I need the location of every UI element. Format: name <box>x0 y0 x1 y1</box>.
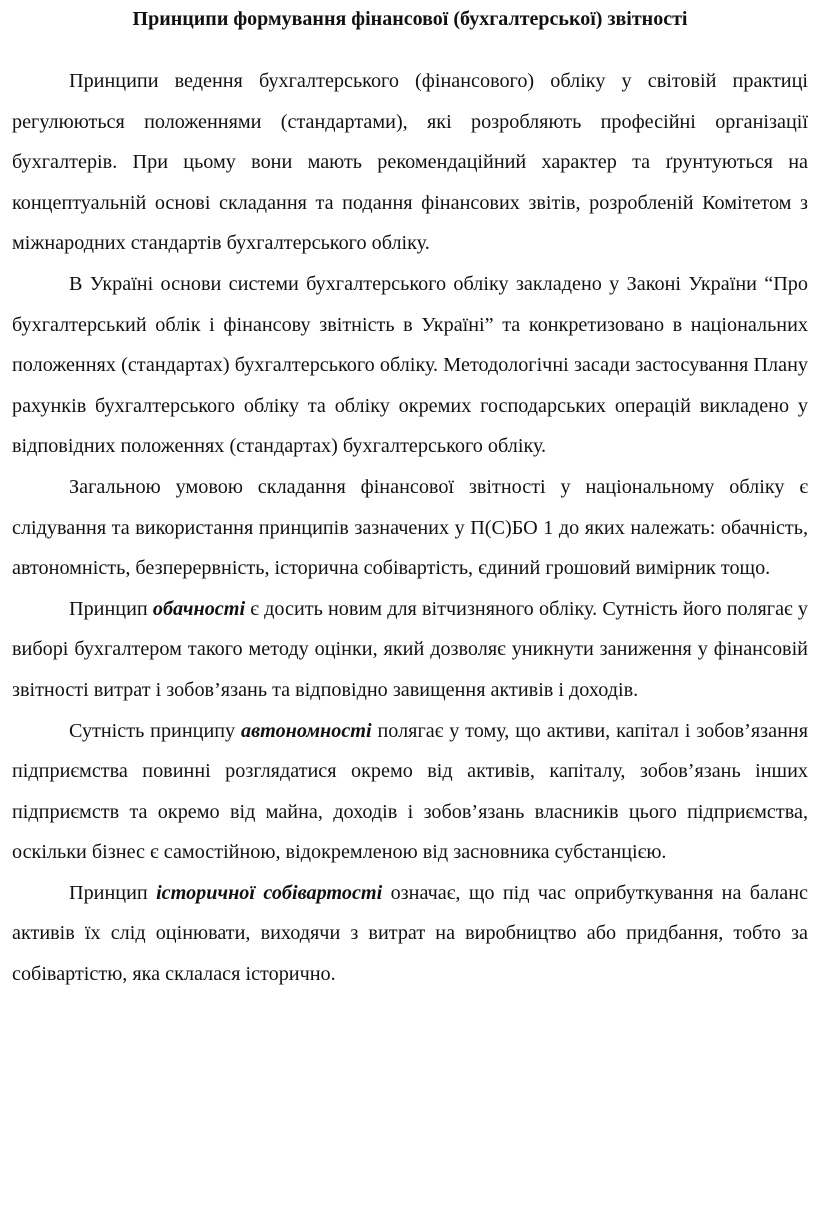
paragraph-text: Сутність принципу <box>69 719 242 742</box>
paragraph-prudence-principle <box>12 589 808 711</box>
paragraph-text: означає, що під час оприбуткування на баланс активів їх слід оцінювати, виходячи з витрат на виробництво або придбання, тобто за собівартістю, яка склалася історично. <box>12 881 808 986</box>
paragraph-general-condition: Загальною умовою складання фінансової звітності у національному обліку є слідування та використання принципів зазначених у П(С)БО 1 до яких належать: обачність, автономність, безперервність, історична собівартість, єдиний грошовий вимірник тощо. <box>12 475 808 580</box>
paragraph-accounting-principles: Принципи ведення бухгалтерського (фінансового) обліку у світовій практиці регулюються положеннями (стандартами), які розробляють професійні організації бухгалтерів. При цьому вони мають рекомендаційний характер та ґрунтуються на концептуальній основі складання та подання фінансових звітів, розробленій Комітетом з міжнародних стандартів бухгалтерського обліку. <box>12 70 808 255</box>
paragraph-ukraine-law: В Україні основи системи бухгалтерського обліку закладено у Законі України “Про бухгалтерський облік і фінансову звітність в Україні” та конкретизовано в національних положеннях (стандартах) бухгалтерського обліку. Методологічні засади застосування Плану рахунків бухгалтерського обліку та обліку окремих господарських операцій викладено у відповідних положеннях (стандартах) бухгалтерського обліку. <box>12 272 808 458</box>
paragraph-text: Принцип <box>69 881 157 904</box>
term-autonomy: автономності <box>241 719 372 742</box>
term-prudence: обачності <box>152 597 246 620</box>
paragraph-historical-cost-principle <box>12 873 808 995</box>
paragraph-autonomy-principle <box>12 711 808 873</box>
paragraph-text: є досить новим для вітчизняного обліку. Сутність його полягає у виборі бухгалтером такого методу оцінки, який дозволяє уникнути заниження у фінансовій звітності витрат і зобов’язань та відповідно завищення активів і доходів. <box>12 597 808 701</box>
paragraph-text: полягає у тому, що активи, капітал і зобов’язання підприємства повинні розглядатися окремо від активів, капіталу, зобов’язань інших підприємств та окремо від майна, доходів і зобов’язань власників цього підприємства, оскільки бізнес є самостійною, відокремленою від засновника субстанцією. <box>12 719 808 864</box>
term-historical-cost: історичної собівартості <box>156 881 383 904</box>
document-page <box>12 0 808 995</box>
document-title: Принципи формування фінансової (бухгалтерської) звітності <box>132 8 688 30</box>
paragraph-text: Принцип <box>69 597 153 620</box>
